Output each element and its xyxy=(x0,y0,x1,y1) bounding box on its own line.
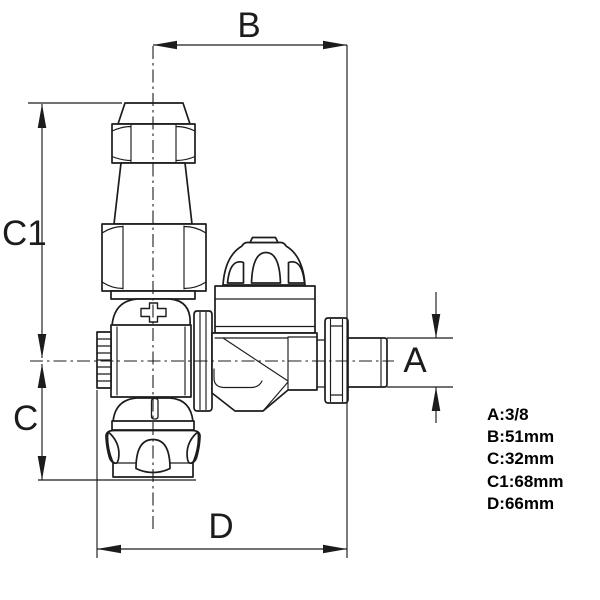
handwheel-grip-right xyxy=(289,262,305,283)
dim-a-label: A xyxy=(403,341,427,380)
angled-body xyxy=(212,333,317,411)
dimension-a xyxy=(387,292,453,423)
dim-b-arrow-left xyxy=(153,41,177,50)
legend-item-d: D:66mm xyxy=(487,493,555,513)
dim-b-label: B xyxy=(237,6,261,45)
large-hex-nut xyxy=(102,224,206,291)
dim-c-arrow-bottom xyxy=(38,456,47,480)
dim-d-label: D xyxy=(208,507,234,546)
dim-c1-label: C1 xyxy=(2,214,47,253)
legend-item-c: C:32mm xyxy=(487,449,555,469)
dim-a-arrow-bottom xyxy=(432,387,441,411)
legend-item-a: A:3/8 xyxy=(487,405,529,424)
dim-c1-arrow-top xyxy=(38,104,47,128)
top-cap xyxy=(118,103,190,124)
dim-a-arrow-top xyxy=(432,314,441,338)
dim-b-arrow-right xyxy=(323,41,347,50)
outlet-assembly xyxy=(194,238,387,412)
dimension-legend xyxy=(487,404,564,515)
legend-item-c1: C1:68mm xyxy=(487,471,564,491)
handwheel-top-tab xyxy=(250,238,278,243)
dim-d-arrow-right xyxy=(323,545,347,554)
dim-d-arrow-left xyxy=(97,545,121,554)
angled-body-block xyxy=(212,333,317,411)
outlet-neck xyxy=(317,337,325,390)
dim-c-arrow-top xyxy=(38,364,47,388)
legend-item-b: B:51mm xyxy=(487,427,555,447)
inlet-assembly xyxy=(97,103,206,477)
dim-c1-arrow-bottom xyxy=(38,334,47,358)
dim-c-label: C xyxy=(13,399,39,438)
